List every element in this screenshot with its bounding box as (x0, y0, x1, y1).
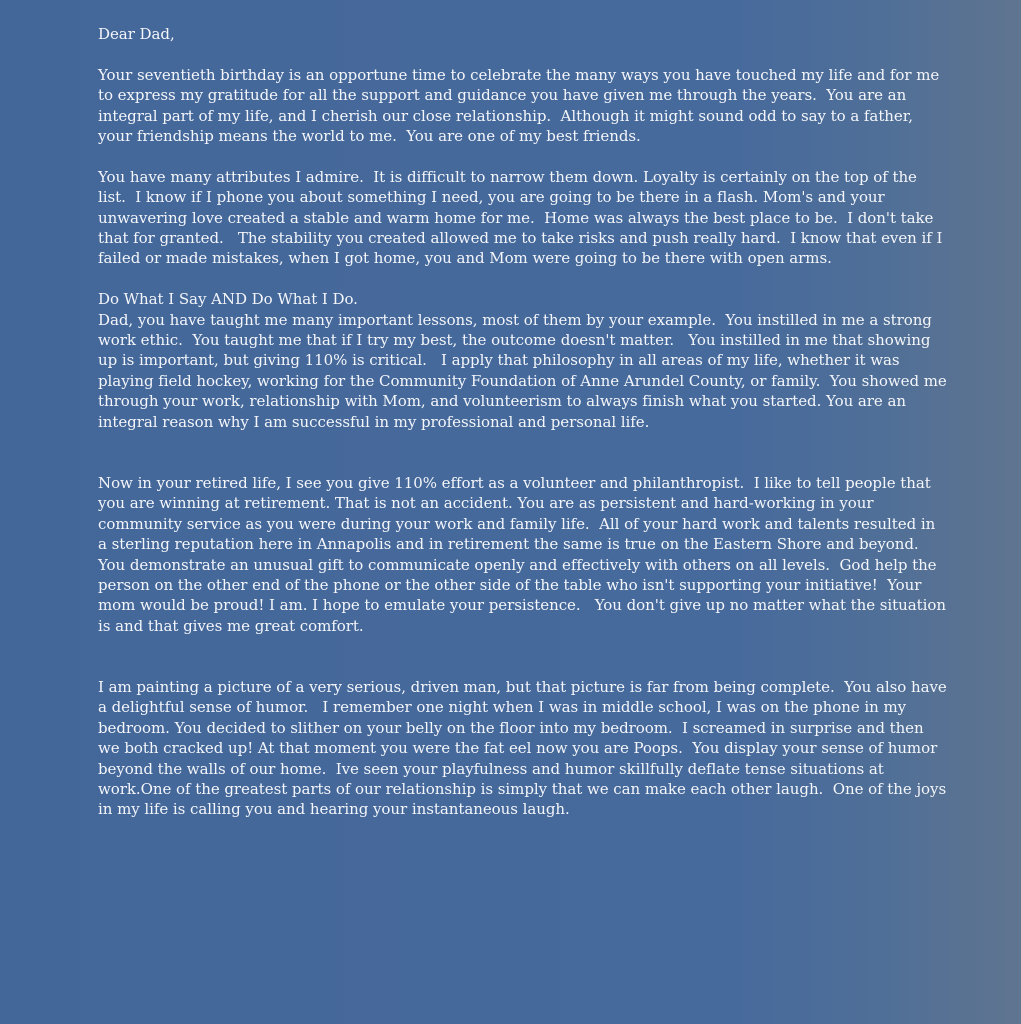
salutation: Dear Dad, (98, 25, 175, 43)
section-heading: Do What I Say AND Do What I Do. (98, 290, 358, 309)
paragraph-retirement: Now in your retired life, I see you give 110% effort as a volunteer and philanthropist. I like to tell people that you are winning at retirement. That is not an accident. You are as persistent and hard-working in your community service as you were during your work and family life. All of your hard work and talents resulted in a sterling reputation here in Annapolis and in retirement the same is true on the Eastern Shore and beyond. You demonstrate an unusual gift to communicate openly and effectively with others on all levels. God help the person on the other end of the phone or the other side of the table who isn't supporting your initiative! Your mom would be proud! I am. I hope to emulate your persistence. You don't give up no matter what the situation is and that gives me great comfort. (98, 473, 951, 635)
paragraph-lessons: Dad, you have taught me many important lessons, most of them by your example. You instilled in me a strong work ethic. You taught me that if I try my best, the outcome doesn't matter. You instilled in me that showing up is important, but giving 110% is critical. I apply that philosophy in all areas of my life, whether it was playing field hockey, working for the Community Foundation of Anne Arundel County, or family. You showed me through your work, relationship with Mom, and volunteerism to always finish what you started. You are an integral reason why I am successful in my professional and personal life. (98, 310, 952, 431)
paragraph-birthday: Your seventieth birthday is an opportune time to celebrate the many ways you have touched my life and for me to express my gratitude for all the support and guidance you have given me through the years. You are an integral part of my life, and I cherish our close relationship. Although it might sound odd to say to a father, your friendship means the world to me. You are one of my best friends. (98, 65, 944, 146)
paragraph-attributes: You have many attributes I admire. It is difficult to narrow them down. Loyalty is certainly on the top of the list. I know if I phone you about something I need, you are going to be there in a flash. Mom's and your unwavering love created a stable and warm home for me. Home was always the best place to be. I don't take that for granted. The stability you created allowed me to take risks and push really hard. I know that even if I failed or made mistakes, when I got home, you and Mom were going to be there with open arms. (98, 167, 948, 268)
paragraph-humor: I am painting a picture of a very serious, driven man, but that picture is far from being complete. You also have a delightful sense of humor. I remember one night when I was in middle school, I was on the phone in my bedroom. You decided to slither on your belly on the floor into my bedroom. I screamed in surprise and then we both cracked up! At that moment you were the fat eel now you are Poops. You display your sense of humor beyond the walls of our home. Ive seen your playfulness and humor skillfully deflate tense situations at work.One of the greatest parts of our relationship is simply that we can make each other laugh. One of the joys in my life is calling you and hearing your instantaneous laugh. (98, 677, 952, 819)
letter-body (98, 24, 952, 840)
